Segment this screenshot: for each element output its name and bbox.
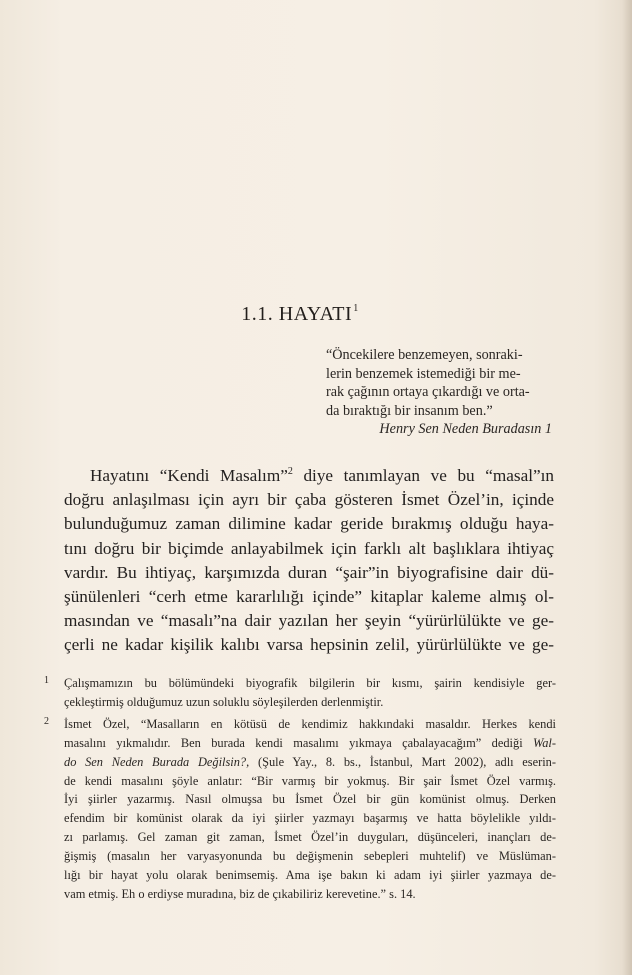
epigraph-quote: [326, 346, 552, 439]
body-line: şünülenleri “cerh etme kararlılığı içinde” kitaplar kaleme almış ol-: [64, 587, 554, 607]
book-title: do Sen Neden Burada Değilsin?,: [64, 754, 250, 769]
epigraph-line: da bıraktığı bir insanım ben.”: [326, 402, 493, 419]
footnote-ref-2[interactable]: 2: [287, 466, 293, 477]
footnote-text: masalını yıkmalıdır. Ben burada kendi masalımı yıkmaya çabalayacağım” dediği: [64, 735, 534, 750]
body-text: diye tanımlayan ve bu “masal”ın: [292, 466, 554, 485]
page-edge-shadow: [622, 0, 632, 975]
book-title: Wal-: [533, 735, 556, 750]
footnote-line: [64, 753, 556, 772]
body-text: Hayatını “Kendi Masalım”: [90, 466, 288, 485]
footnote-1: [44, 674, 556, 712]
body-line: doğru anlaşılması için ayrı bir çaba gösteren İsmet Özel’in, içinde: [64, 490, 554, 510]
epigraph-line: lerin benzemek istemediği bir me-: [326, 365, 521, 382]
footnote-ref-1[interactable]: 1: [353, 303, 359, 314]
body-line: tını doğru bir biçimde anlayabilmek için farklı alt başlıklara ihtiyaç: [64, 538, 554, 558]
footnote-line: İsmet Özel, “Masalların en kötüsü de kendimiz hakkındaki masaldır. Herkes kendi: [64, 716, 556, 731]
footnote-line: İyi şiirler yazarmış. Nasıl olmuşsa bu İsmet Özel bir gün komünist olmuş. Derken: [64, 792, 556, 807]
footnote-line: efendim bir komünist olarak da iyi şiirler yazmayı başarmış ve hatta böylelikle yıldı-: [64, 811, 556, 826]
footnote-line: [64, 734, 556, 753]
epigraph-attribution: Henry Sen Neden Buradasın 1: [379, 421, 552, 438]
footnote-number: 2: [44, 715, 49, 727]
footnote-line: de kendi masalını şöyle anlatır: “Bir varmış bir yokmuş. Bir şair İsmet Özel varmış.: [64, 773, 556, 788]
footnote-line: lığı bir hayat yolu olarak benimsemiş. Ama işe bakın ki adam iyi şiirler yazmaya de-: [64, 868, 556, 883]
body-line: [64, 460, 554, 488]
body-line: çerli ne kadar kişilik kalıbı varsa hepsinin zelil, yürürlülükte ve ge-: [64, 635, 554, 655]
footnote-2: [44, 715, 556, 904]
footnotes: [44, 674, 556, 907]
epigraph-line: “Öncekilere benzemeyen, sonraki-: [326, 347, 523, 363]
section-title: 1.1. HAYATI: [241, 303, 353, 325]
footnote-number: 1: [44, 675, 49, 686]
footnote-text: (Şule Yay., 8. bs., İstanbul, Mart 2002), adlı eserin-: [249, 754, 556, 769]
footnote-line: ğişmiş (masalın her varyasyonunda bu değişmenin sebepleri muhtelif) ve Müslüman-: [64, 849, 556, 864]
epigraph-line: rak çağının ortaya çıkardığı ve orta-: [326, 384, 530, 401]
body-line: masından ve “masalı”na dair yazılan her şeyin “yürürlülükte ve ge-: [64, 611, 554, 631]
footnote-line: Çalışmamızın bu bölümündeki biyografik bilgilerin bir kısmı, şairin kendisiyle ger-: [64, 676, 556, 690]
footnote-line: çekleştirmiş olduğumuz uzun soluklu söyleşilerden derlenmiştir.: [64, 694, 384, 709]
body-line: bulunduğumuz zaman dilimine kadar geride bırakmış olduğu haya-: [64, 514, 554, 534]
body-line: vardır. Bu ihtiyaç, karşımızda duran “şair”in biyografisine dair dü-: [64, 562, 554, 582]
footnote-line: vam etmiş. Eh o erdiyse muradına, biz de çıkabiliriz kerevetine.” s. 14.: [64, 886, 416, 901]
footnote-line: zı parlamış. Gel zaman git zaman, İsmet Özel’in duyguları, düşünceleri, inançları de-: [64, 830, 556, 845]
body-paragraph: [64, 460, 554, 658]
section-heading: [0, 303, 600, 326]
